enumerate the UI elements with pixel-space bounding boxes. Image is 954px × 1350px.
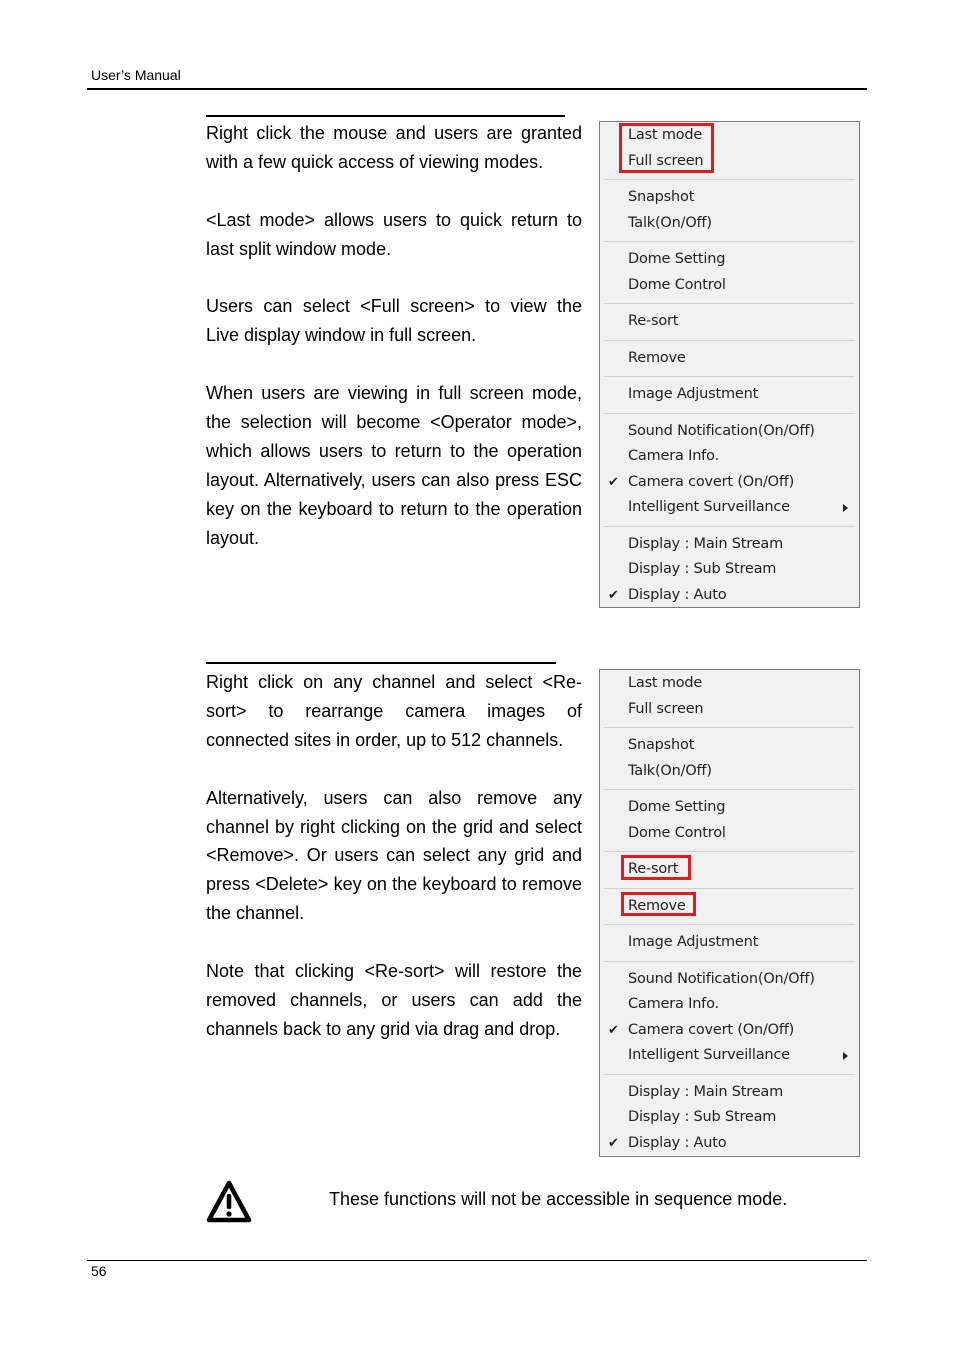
page-number: 56 (91, 1263, 107, 1279)
menu-item-label: Display : Sub Stream (628, 1109, 777, 1125)
menu-separator (604, 241, 855, 242)
menu-separator (604, 303, 855, 304)
menu-item-label: Intelligent Surveillance (628, 1047, 790, 1063)
section1-paragraph: <Last mode> allows users to quick return to last split window mode. (206, 209, 582, 259)
section2-rule (206, 662, 556, 664)
context-menu-view-modes (599, 121, 860, 608)
menu-item-label: Display : Main Stream (628, 535, 784, 552)
check-icon: ✔ (608, 587, 619, 603)
menu-separator (604, 179, 855, 180)
warning-icon (206, 1180, 252, 1224)
menu-item-intelligent-surveillance[interactable] (600, 1043, 859, 1069)
menu-item-camera-info[interactable] (600, 444, 859, 470)
menu-item-label: Remove (628, 349, 686, 366)
header-rule (87, 88, 867, 90)
section2-paragraph: Right click on any channel and select <Re-sort> to rearrange camera images of connected sites in order, up to 512 channels. (206, 672, 582, 750)
menu-item-label: Camera Info. (628, 448, 719, 464)
section1-paragraph: When users are viewing in full screen mode, the selection will become <Operator mode>, which allows users to return to the operation layout. Alternatively, users can also press ESC key on the keyboard to return to the operation layout. (206, 383, 582, 548)
menu-item-last-mode[interactable] (600, 671, 859, 697)
menu-item-snapshot[interactable] (600, 185, 859, 211)
menu-item-label: Full screen (628, 700, 704, 717)
note-text: These functions will not be accessible in sequence mode. (329, 1189, 788, 1209)
menu-item-sound-notification[interactable] (600, 967, 859, 993)
submenu-arrow-icon (843, 1052, 848, 1060)
menu-item-camera-info[interactable] (600, 992, 859, 1018)
menu-item-display-sub-stream[interactable] (600, 557, 859, 583)
menu-item-dome-control[interactable] (600, 821, 859, 847)
menu-item-label: Re-sort (628, 313, 679, 329)
menu-item-label: Camera covert (On/Off) (628, 473, 795, 490)
section1-paragraph: Users can select <Full screen> to view the Live display window in full screen. (206, 296, 582, 346)
submenu-arrow-icon (843, 504, 848, 512)
menu-item-label: Remove (628, 897, 686, 914)
menu-separator (604, 888, 855, 889)
menu-item-label: Image Adjustment (628, 386, 759, 402)
menu-item-sound-notification[interactable] (600, 419, 859, 445)
menu-item-label: Display : Sub Stream (628, 561, 777, 577)
menu-item-label: Last mode (628, 127, 703, 143)
menu-item-talk[interactable] (600, 759, 859, 785)
highlight-box-re-sort (621, 855, 691, 880)
menu-separator (604, 1074, 855, 1075)
menu-item-label: Display : Main Stream (628, 1083, 784, 1100)
menu-item-display-main-stream[interactable] (600, 532, 859, 558)
footer-rule (87, 1260, 867, 1261)
menu-item-image-adjustment[interactable] (600, 930, 859, 956)
menu-item-label: Talk(On/Off) (628, 762, 712, 779)
highlight-box-remove (621, 892, 696, 916)
menu-separator (604, 961, 855, 962)
menu-item-full-screen[interactable] (600, 697, 859, 723)
menu-separator (604, 413, 855, 414)
header-title: User’s Manual (91, 67, 181, 83)
menu-item-label: Dome Control (628, 276, 726, 293)
menu-item-label: Intelligent Surveillance (628, 499, 790, 515)
menu-separator (604, 727, 855, 728)
check-icon: ✔ (608, 1022, 619, 1038)
menu-item-label: Snapshot (628, 737, 695, 753)
menu-separator (604, 526, 855, 527)
menu-item-re-sort[interactable] (600, 309, 859, 335)
section2-paragraph: Alternatively, users can also remove any channel by right clicking on the grid and select <Remove>. Or users can select any grid and press <Delete> key on the keyboard to remove the channel. (206, 787, 582, 924)
menu-item-camera-covert[interactable] (600, 1018, 859, 1044)
section1-paragraph: Right click the mouse and users are granted with a few quick access of viewing modes. (206, 123, 582, 172)
menu-item-dome-control[interactable] (600, 273, 859, 299)
section1-rule (206, 115, 565, 117)
menu-separator (604, 340, 855, 341)
check-icon: ✔ (608, 1135, 619, 1151)
menu-item-label: Last mode (628, 675, 703, 691)
menu-item-label: Display : Auto (628, 1134, 727, 1151)
menu-item-remove[interactable] (600, 346, 859, 372)
menu-item-label: Dome Setting (628, 799, 726, 815)
menu-separator (604, 789, 855, 790)
menu-item-label: Image Adjustment (628, 934, 759, 950)
menu-item-display-auto[interactable] (600, 583, 859, 609)
menu-item-label: Talk(On/Off) (628, 214, 712, 231)
menu-item-dome-setting[interactable] (600, 247, 859, 273)
menu-item-display-auto[interactable] (600, 1131, 859, 1157)
menu-item-label: Dome Control (628, 824, 726, 841)
menu-separator (604, 924, 855, 925)
menu-item-talk[interactable] (600, 211, 859, 237)
menu-item-label: Full screen (628, 152, 704, 169)
menu-item-label: Re-sort (628, 861, 679, 877)
menu-item-label: Display : Auto (628, 586, 727, 603)
menu-item-label: Camera covert (On/Off) (628, 1021, 795, 1038)
highlight-box-view-modes (619, 123, 714, 173)
menu-item-label: Sound Notification(On/Off) (628, 422, 815, 439)
menu-item-label: Dome Setting (628, 251, 726, 267)
menu-item-display-main-stream[interactable] (600, 1080, 859, 1106)
menu-separator (604, 851, 855, 852)
menu-separator (604, 376, 855, 377)
menu-item-display-sub-stream[interactable] (600, 1105, 859, 1131)
menu-item-label: Snapshot (628, 189, 695, 205)
section1-text (206, 119, 582, 553)
menu-item-intelligent-surveillance[interactable] (600, 495, 859, 521)
section2-text (206, 668, 582, 1044)
section2-paragraph: Note that clicking <Re-sort> will restore the removed channels, or users can add the channels back to any grid via drag and drop. (206, 961, 582, 1039)
menu-item-label: Camera Info. (628, 996, 719, 1012)
menu-item-snapshot[interactable] (600, 733, 859, 759)
menu-item-label: Sound Notification(On/Off) (628, 970, 815, 987)
menu-item-dome-setting[interactable] (600, 795, 859, 821)
menu-item-camera-covert[interactable] (600, 470, 859, 496)
menu-item-image-adjustment[interactable] (600, 382, 859, 408)
check-icon: ✔ (608, 474, 619, 490)
